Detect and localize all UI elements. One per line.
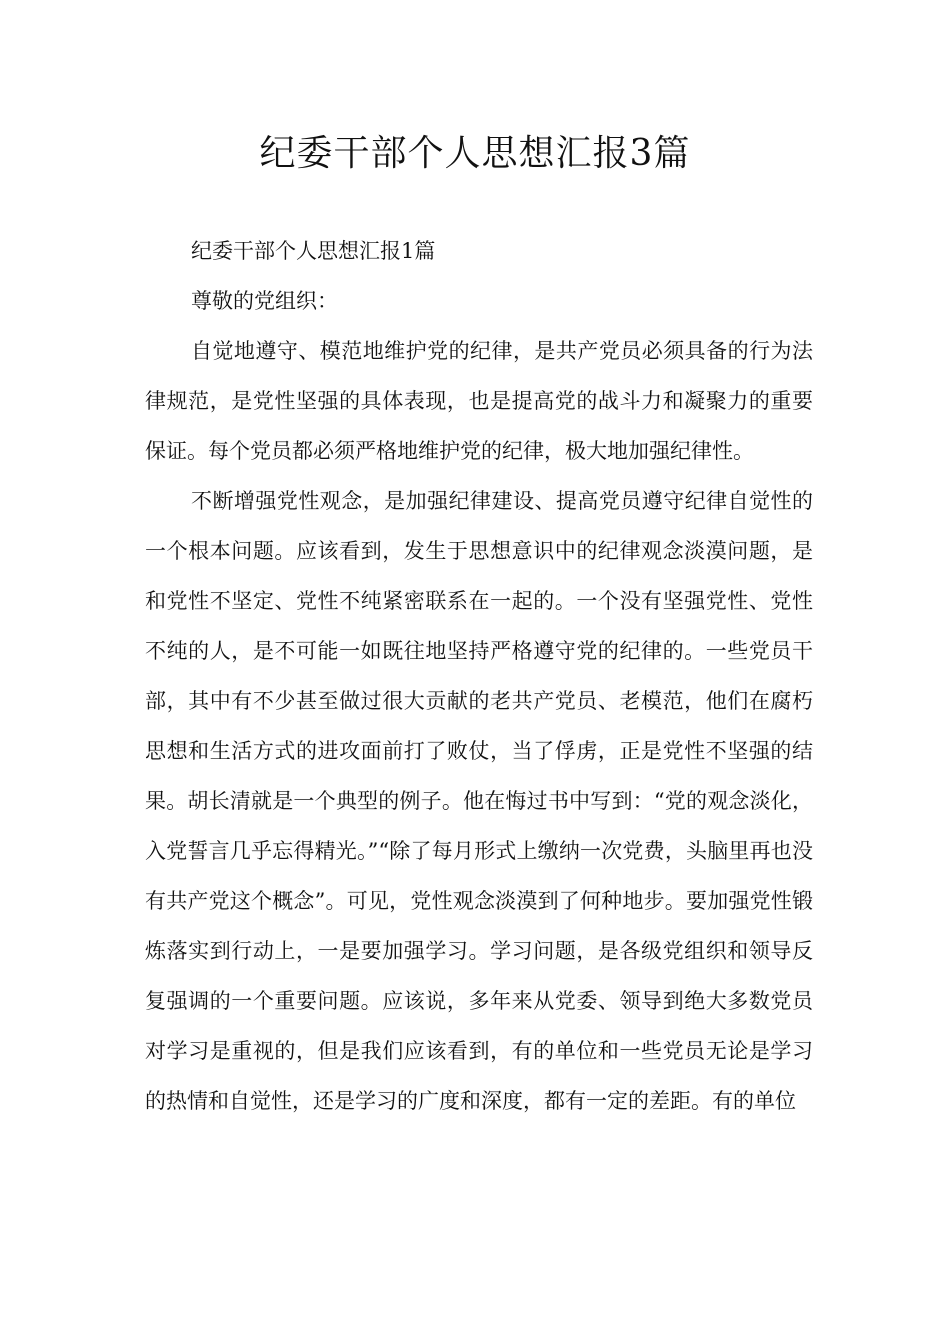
salutation: 尊敬的党组织： — [191, 289, 338, 313]
section-subtitle: 纪委干部个人思想汇报1篇 — [191, 239, 436, 263]
body-paragraph-2: 不断增强党性观念，是加强纪律建设、提高党员遵守纪律自觉性的一个根本问题。应该看到，发生于思想意识中的纪律观念淡漠问题，是和党性不坚定、党性不纯紧密联系在一起的。一个没有坚强党性、党性不纯的人，是不可能一如既往地坚持严格遵守党的纪律的。一些党员干部，其中有不少甚至做过很大贡献的老共产党员、老模范，他们在腐朽思想和生活方式的进攻面前打了败仗，当了俘虏，正是党性不坚强的结果。胡长清就是一个典型的例子。他在悔过书中写到：“党的观念淡化，入党誓言几乎忘得精光。”“除了每月形式上缴纳一次党费，头脑里再也没有共产党这个概念”。可见，党性观念淡漠到了何种地步。要加强党性锻炼落实到行动上，一是要加强学习。学习问题，是各级党组织和领导反复强调的一个重要问题。应该说，多年来从党委、领导到绝大多数党员对学习是重视的，但是我们应该看到，有的单位和一些党员无论是学习的热情和自觉性，还是学习的广度和深度，都有一定的差距。有的单位 — [145, 489, 813, 1113]
document-title: 纪委干部个人思想汇报3篇 — [259, 133, 691, 174]
body-paragraph-1: 自觉地遵守、模范地维护党的纪律，是共产党员必须具备的行为法律规范，是党性坚强的具体表现，也是提高党的战斗力和凝聚力的重要保证。每个党员都必须严格地维护党的纪律，极大地加强纪律性。 — [145, 339, 813, 463]
document-body — [145, 226, 813, 1126]
